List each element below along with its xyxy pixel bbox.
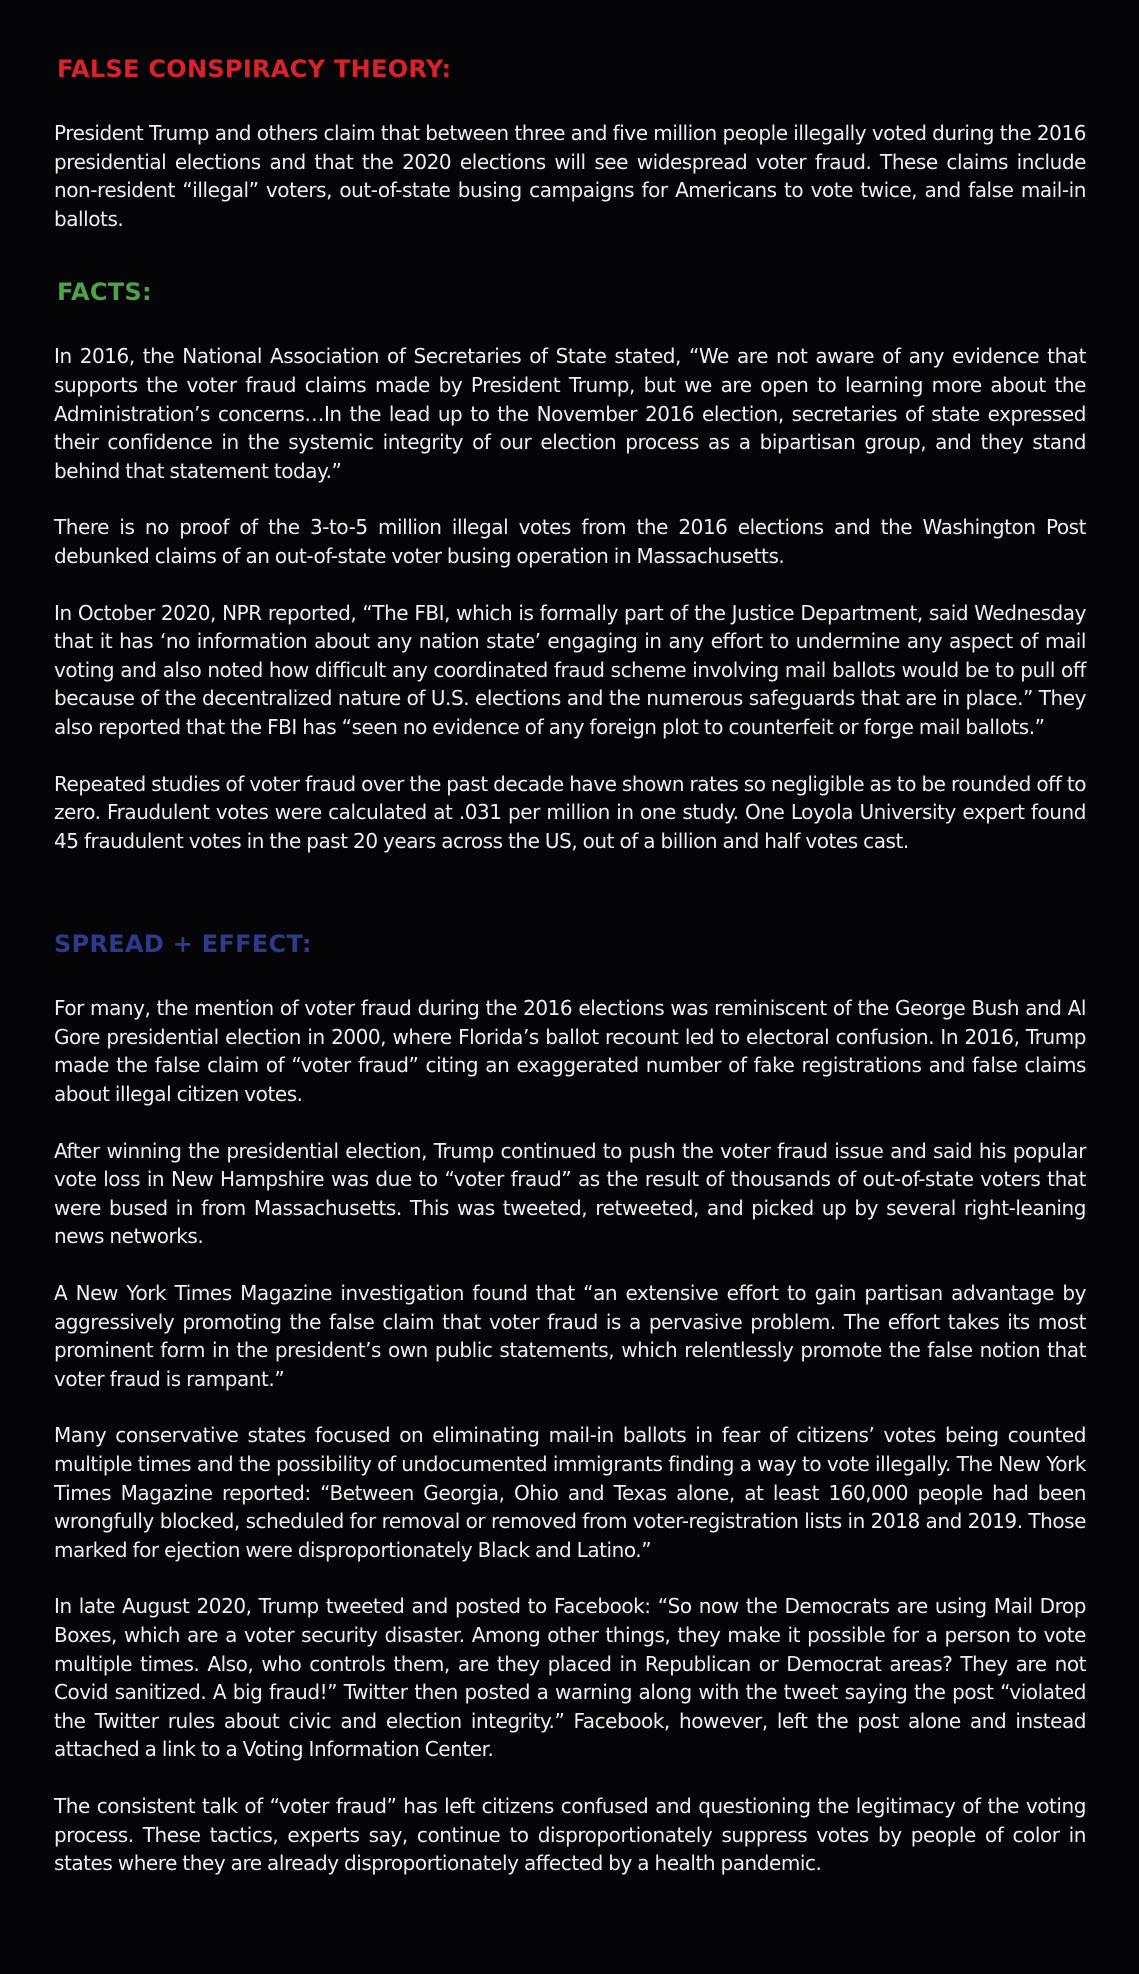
heading-false-conspiracy-theory: FALSE CONSPIRACY THEORY: <box>57 55 452 83</box>
paragraph-spread-4: Many conservative states focused on eliminating mail-in ballots in fear of citizens’ votes being counted multiple times and the possibility of undocumented immigrants finding a way to vote illegally. The New York Times Magazine reported: “Between Georgia, Ohio and Texas alone, at least 160,000 people had been wrongfully blocked, scheduled for removal or removed from voter-registration lists in 2018 and 2019. Those marked for ejection were disproportionately Black and Latino.” <box>54 1423 1086 1562</box>
paragraph-spread-2: After winning the presidential election, Trump continued to push the voter fraud issue and said his popular vote loss in New Hampshire was due to “voter fraud” as the result of thousands of out-of-state voters that were bused in from Massachusetts. This was tweeted, retweeted, and picked up by several right-leaning news networks. <box>54 1138 1086 1249</box>
section-facts <box>54 275 1086 855</box>
heading-spread-effect: SPREAD + EFFECT: <box>54 930 312 959</box>
paragraph-spread-3: A New York Times Magazine investigation found that “an extensive effort to gain partisan advantage by aggressively promoting the false claim that voter fraud is a pervasive problem. The effort takes its most prominent form in the president’s own public statements, which relentlessly promote the false notion that voter fraud is rampant.” <box>54 1281 1086 1391</box>
section-spread-effect <box>54 927 1086 1877</box>
paragraph-false-theory: President Trump and others claim that between three and five million people illegally voted during the 2016 presidential elections and that the 2020 elections will see widespread voter fraud. These claims include non-resident “illegal” voters, out-of-state busing campaigns for Americans to vote twice, and false mail-in ballots. <box>54 121 1086 231</box>
paragraph-facts-1: In 2016, the National Association of Secretaries of State stated, “We are not aware of any evidence that supports the voter fraud claims made by President Trump, but we are open to learning more about the Administration’s concerns…In the lead up to the November 2016 election, secretaries of state expressed their confidence in the systemic integrity of our election process as a bipartisan group, and they stand behind that statement today.” <box>54 344 1086 483</box>
paragraph-facts-2: There is no proof of the 3-to-5 million illegal votes from the 2016 elections and the Washington Post debunked claims of an out-of-state voter busing operation in Massachusetts. <box>54 515 1086 568</box>
paragraph-spread-5: In late August 2020, Trump tweeted and posted to Facebook: “So now the Democrats are using Mail Drop Boxes, which are a voter security disaster. Among other things, they make it possible for a person to vote multiple times. Also, who controls them, are they placed in Republican or Democrat areas? They are not Covid sanitized. A big fraud!” Twitter then posted a warning along with the tweet saying the post “violated the Twitter rules about civic and election integrity.” Facebook, however, left the post alone and instead attached a link to a Voting Information Center. <box>54 1594 1086 1762</box>
article <box>54 52 1086 1878</box>
paragraph-spread-1: For many, the mention of voter fraud during the 2016 elections was reminiscent of the George Bush and Al Gore presidential election in 2000, where Florida’s ballot recount led to electoral confusion. In 2016, Trump made the false claim of “voter fraud” citing an exaggerated number of fake registrations and false claims about illegal citizen votes. <box>54 996 1086 1107</box>
heading-facts: FACTS: <box>57 278 152 307</box>
paragraph-facts-3: In October 2020, NPR reported, “The FBI, which is formally part of the Justice Department, said Wednesday that it has ‘no information about any nation state’ engaging in any effort to undermine any aspect of mail voting and also noted how difficult any coordinated fraud scheme involving mail ballots would be to pull off because of the decentralized nature of U.S. elections and the numerous safeguards that are in place.” They also reported that the FBI has “seen no evidence of any foreign plot to counterfeit or forge mail ballots.” <box>54 600 1086 739</box>
paragraph-facts-4: Repeated studies of voter fraud over the past decade have shown rates so negligible as to be rounded off to zero. Fraudulent votes were calculated at .031 per million in one study. One Loyola University expert found 45 fraudulent votes in the past 20 years across the US, out of a billion and half votes cast. <box>54 771 1086 853</box>
section-false-conspiracy-theory <box>54 52 1086 233</box>
paragraph-spread-6: The consistent talk of “voter fraud” has left citizens confused and questioning the legitimacy of the voting process. These tactics, experts say, continue to disproportionately suppress votes by people of color in states where they are already disproportionately affected by a health pandemic. <box>54 1793 1086 1876</box>
